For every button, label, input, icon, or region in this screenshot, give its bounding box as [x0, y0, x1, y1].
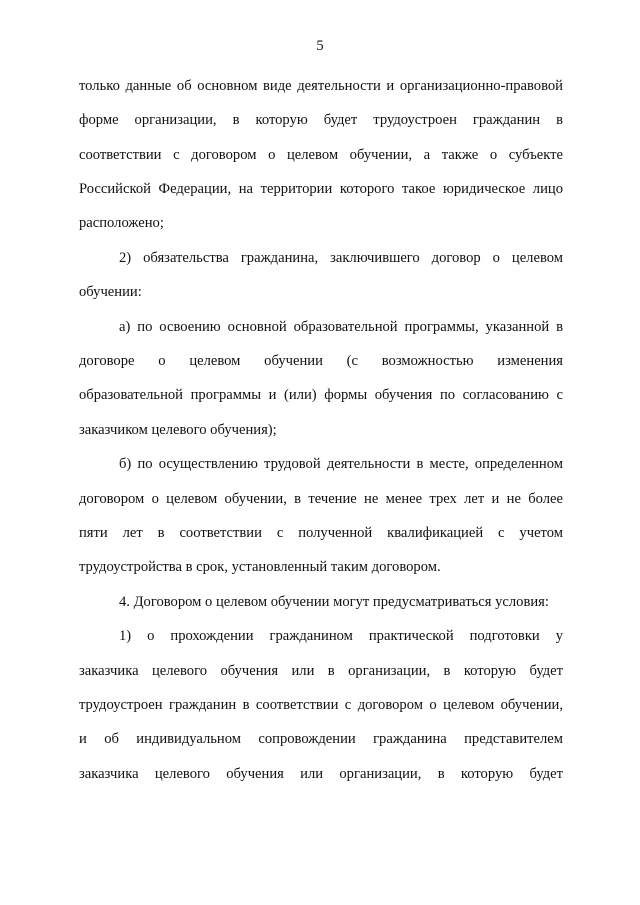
text-line: Российской Федерации, на территории которого такое юридическое лицо [79, 181, 563, 197]
text-line: образовательной программы и (или) формы обучения по согласованию с [79, 387, 563, 403]
text-line: б) по осуществлению трудовой деятельности в месте, определенном [119, 456, 563, 472]
text-line: и об индивидуальном сопровождении гражданина представителем [79, 731, 563, 747]
text-line: соответствии с договором о целевом обучении, а также о субъекте [79, 147, 563, 163]
text-line: обучении: [79, 284, 142, 300]
text-line: заказчика целевого обучения или в организации, в которую будет [79, 663, 563, 679]
text-line: договором о целевом обучении, в течение не менее трех лет и не более [79, 491, 563, 507]
text-line: а) по освоению основной образовательной программы, указанной в [119, 319, 563, 335]
text-line: договоре о целевом обучении (с возможностью изменения [79, 353, 563, 369]
text-line: трудоустройства в срок, установленный таким договором. [79, 559, 441, 575]
page-number: 5 [316, 38, 324, 54]
text-line: пяти лет в соответствии с полученной квалификацией с учетом [79, 525, 563, 541]
text-line: 1) о прохождении гражданином практической подготовки у [119, 628, 563, 644]
text-line: 2) обязательства гражданина, заключившего договор о целевом [119, 250, 563, 266]
text-line: заказчика целевого обучения или организации, в которую будет [79, 766, 563, 782]
text-line: только данные об основном виде деятельности и организационно-правовой [79, 78, 563, 94]
text-line: трудоустроен гражданин в соответствии с договором о целевом обучении, [79, 697, 563, 713]
text-line: расположено; [79, 215, 164, 231]
text-line: заказчиком целевого обучения); [79, 422, 277, 438]
text-line: форме организации, в которую будет трудоустроен гражданин в [79, 112, 563, 128]
text-line: 4. Договором о целевом обучении могут предусматриваться условия: [119, 594, 549, 610]
